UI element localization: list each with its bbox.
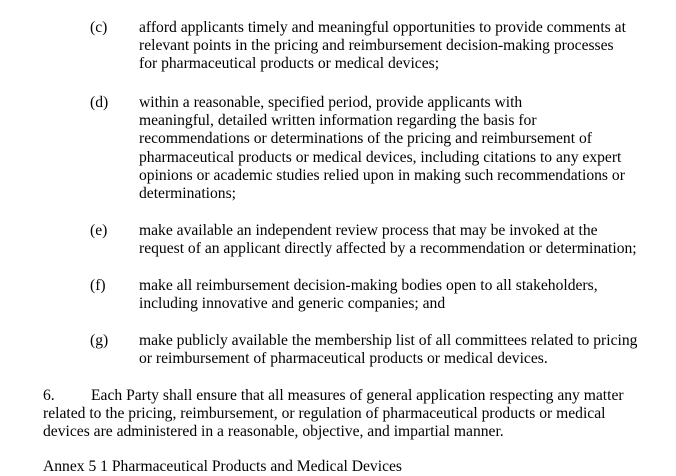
item-text-line: or reimbursement of pharmaceutical products or medical devices. [139, 350, 548, 368]
item-text-line: make available an independent review process that may be invoked at the [139, 222, 598, 239]
item-text [139, 222, 669, 258]
item-text-line: request of an applicant directly affected by a recommendation or determination; [139, 240, 637, 258]
paragraph-text-line: devices are administered in a reasonable, objective, and impartial manner. [43, 423, 504, 441]
item-letter: (e) [90, 222, 108, 239]
item-letter: (f) [90, 277, 106, 294]
item-text-line: for pharmaceutical products or medical devices; [139, 55, 440, 73]
cutoff-heading: Annex 5 1 Pharmaceutical Products and Medical Devices [43, 458, 402, 475]
item-text [139, 332, 669, 368]
item-text-line: make all reimbursement decision-making bodies open to all stakeholders, [139, 277, 598, 294]
item-letter: (c) [90, 19, 108, 36]
item-text-line: afford applicants timely and meaningful opportunities to provide comments at [139, 19, 626, 36]
item-letter: (g) [90, 332, 109, 349]
item-text-line: make publicly available the membership list of all committees related to pricing [139, 332, 638, 349]
item-text-line: pharmaceutical products or medical devices, including citations to any expert [139, 148, 622, 166]
item-letter: (d) [90, 94, 109, 111]
paragraph-first-line [43, 387, 673, 405]
item-text-line: meaningful, detailed written information regarding the basis for [139, 112, 537, 130]
item-text-line: determinations; [139, 185, 237, 203]
item-text-line: opinions or academic studies relied upon in making such recommendations or [139, 166, 625, 184]
item-text [139, 277, 669, 313]
item-text-line: relevant points in the pricing and reimbursement decision-making processes [139, 37, 614, 55]
paragraph-number: 6. [43, 387, 55, 404]
paragraph-text-line: Each Party shall ensure that all measures of general application respecting any matter [91, 387, 624, 404]
item-text [139, 94, 669, 203]
item-text-line: recommendations or determinations of the pricing and reimbursement of [139, 130, 592, 148]
item-text [139, 19, 669, 74]
item-text-line: within a reasonable, specified period, provide applicants with [139, 94, 523, 111]
paragraph-text-line: related to the pricing, reimbursement, or regulation of pharmaceutical products or medical [43, 405, 606, 423]
item-text-line: including innovative and generic companies; and [139, 295, 446, 313]
paragraph-6 [43, 387, 673, 442]
